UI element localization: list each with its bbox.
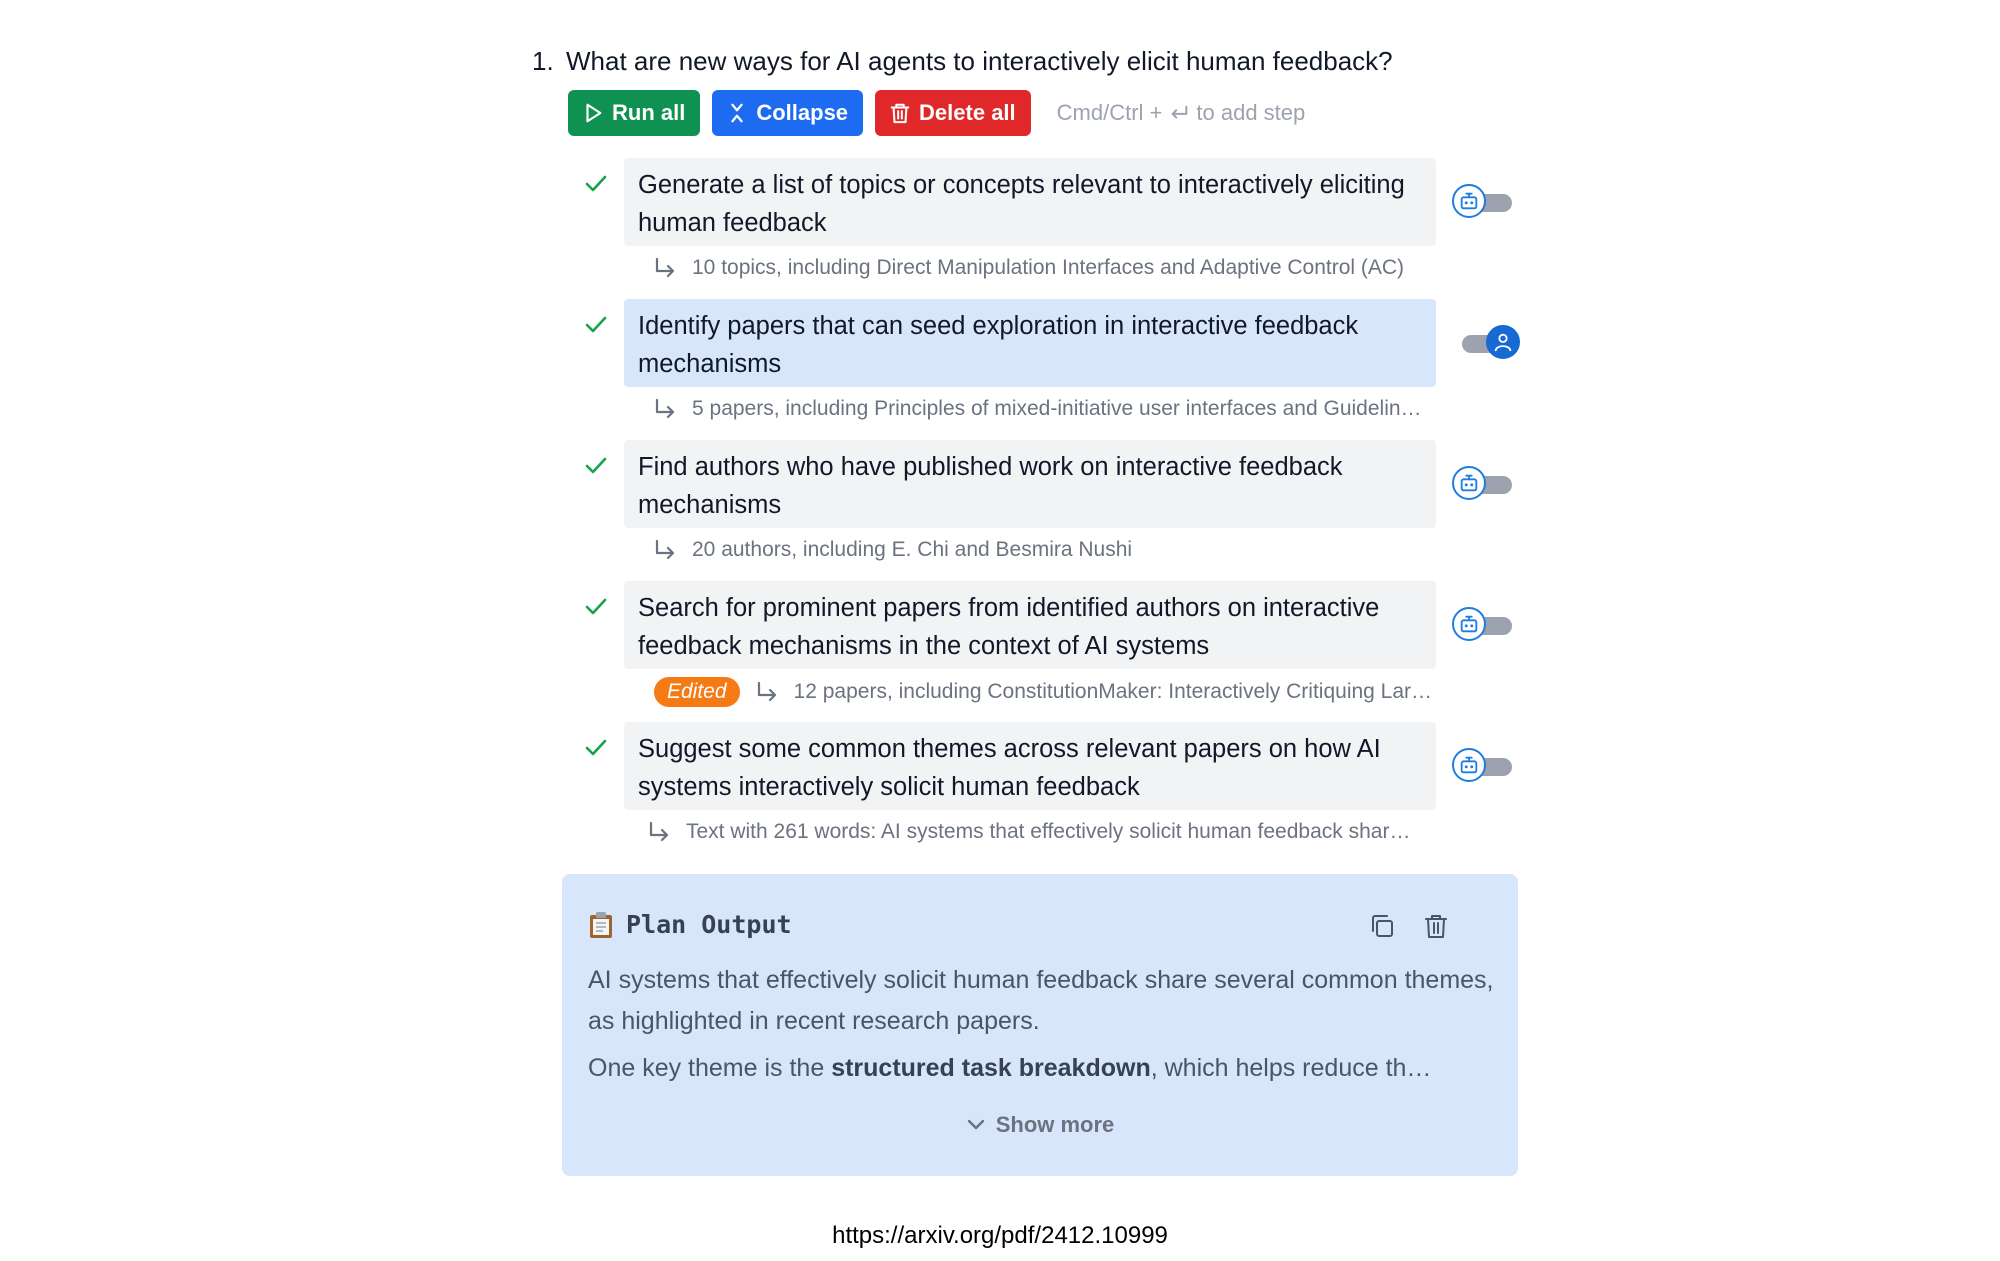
edited-badge: Edited bbox=[654, 677, 740, 707]
checkmark-icon bbox=[584, 453, 608, 477]
plan-output-panel bbox=[562, 874, 1518, 1176]
ai-human-toggle[interactable] bbox=[1452, 182, 1522, 222]
add-step-hint bbox=[1057, 100, 1306, 126]
step-text[interactable]: Identify papers that can seed exploration in interactive feedback mechanisms bbox=[624, 299, 1436, 387]
step-text[interactable]: Generate a list of topics or concepts relevant to interactively eliciting human feedback bbox=[624, 158, 1436, 246]
toolbar bbox=[568, 90, 1305, 136]
plan-output-title: Plan Output bbox=[626, 910, 792, 939]
checkmark-icon bbox=[584, 735, 608, 759]
ai-human-toggle[interactable] bbox=[1452, 323, 1522, 363]
step-result[interactable] bbox=[654, 677, 1432, 707]
play-icon bbox=[582, 102, 604, 124]
trash-icon[interactable] bbox=[1422, 912, 1450, 940]
collapse-icon bbox=[726, 102, 748, 124]
delete-all-button[interactable] bbox=[875, 90, 1031, 136]
step-result[interactable] bbox=[646, 820, 1410, 844]
robot-icon bbox=[1452, 466, 1486, 500]
result-arrow-icon bbox=[652, 539, 678, 561]
checkmark-icon bbox=[584, 594, 608, 618]
robot-icon bbox=[1452, 184, 1486, 218]
step-result-text: 5 papers, including Principles of mixed-initiative user interfaces and Guidelin… bbox=[692, 397, 1422, 420]
step-result-text: Text with 261 words: AI systems that effectively solicit human feedback shar… bbox=[686, 820, 1411, 843]
plan-output-header bbox=[588, 910, 792, 939]
step-result-text: 12 papers, including ConstitutionMaker: Interactively Critiquing Lar… bbox=[793, 680, 1433, 703]
hint-suffix: to add step bbox=[1196, 100, 1306, 125]
chevron-down-icon bbox=[966, 1118, 986, 1132]
checkmark-icon bbox=[584, 171, 608, 195]
result-arrow-icon bbox=[652, 257, 678, 279]
show-more-button[interactable] bbox=[562, 1112, 1518, 1138]
plan-output-paragraph bbox=[588, 1048, 1508, 1089]
plan-output-paragraph: AI systems that effectively solicit human feedback share several common themes, as highlighted in recent research papers. bbox=[588, 966, 1494, 1035]
run-all-label: Run all bbox=[612, 100, 686, 125]
result-arrow-icon bbox=[646, 821, 672, 843]
enter-key-icon bbox=[1168, 102, 1190, 124]
checkmark-icon bbox=[584, 312, 608, 336]
robot-icon bbox=[1452, 748, 1486, 782]
step-result-text: 20 authors, including E. Chi and Besmira Nushi bbox=[692, 538, 1133, 561]
clipboard-icon bbox=[588, 911, 614, 939]
step-result[interactable] bbox=[652, 538, 1132, 562]
plan-output-text bbox=[588, 960, 1508, 1089]
collapse-label: Collapse bbox=[756, 100, 849, 125]
step-text[interactable]: Find authors who have published work on interactive feedback mechanisms bbox=[624, 440, 1436, 528]
paragraph-text: One key theme is the bbox=[588, 1054, 832, 1082]
question-heading bbox=[532, 46, 1393, 77]
run-all-button[interactable] bbox=[568, 90, 700, 136]
paragraph-text: , which helps reduce th… bbox=[1150, 1054, 1432, 1082]
delete-all-label: Delete all bbox=[919, 100, 1016, 125]
trash-icon bbox=[889, 102, 911, 124]
paragraph-bold-text: structured task breakdown bbox=[831, 1054, 1151, 1082]
robot-icon bbox=[1452, 607, 1486, 641]
step-result[interactable] bbox=[652, 256, 1404, 280]
result-arrow-icon bbox=[652, 398, 678, 420]
step-result[interactable] bbox=[652, 397, 1422, 421]
ai-human-toggle[interactable] bbox=[1452, 605, 1522, 645]
result-arrow-icon bbox=[754, 681, 780, 703]
question-number: 1. bbox=[532, 46, 554, 76]
step-result-text: 10 topics, including Direct Manipulation Interfaces and Adaptive Control (AC) bbox=[692, 256, 1405, 279]
hint-prefix: Cmd/Ctrl + bbox=[1056, 100, 1163, 125]
user-icon bbox=[1486, 325, 1520, 359]
step-text[interactable]: Suggest some common themes across relevant papers on how AI systems interactively solicit human feedback bbox=[624, 722, 1436, 810]
ai-human-toggle[interactable] bbox=[1452, 746, 1522, 786]
question-text: What are new ways for AI agents to interactively elicit human feedback? bbox=[566, 46, 1393, 76]
step-text[interactable]: Search for prominent papers from identified authors on interactive feedback mechanisms in the context of AI systems bbox=[624, 581, 1436, 669]
show-more-label: Show more bbox=[995, 1112, 1115, 1137]
ai-human-toggle[interactable] bbox=[1452, 464, 1522, 504]
collapse-button[interactable] bbox=[712, 90, 863, 136]
copy-icon[interactable] bbox=[1368, 912, 1396, 940]
source-url: https://arxiv.org/pdf/2412.10999 bbox=[832, 1222, 1168, 1249]
